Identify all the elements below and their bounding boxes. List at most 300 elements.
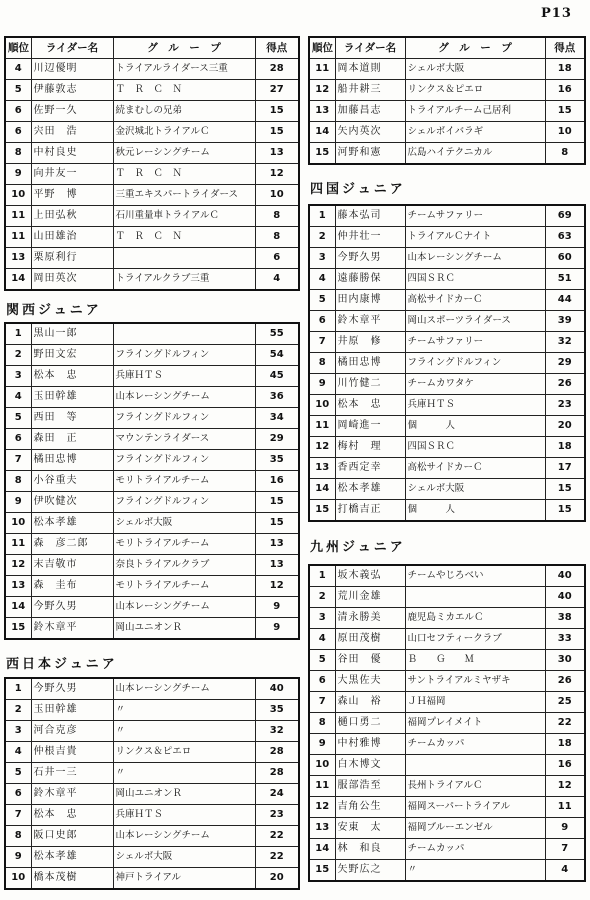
score-cell: 25 (545, 692, 585, 713)
group-cell: 山本レーシングチーム (113, 597, 255, 618)
position-cell: 2 (5, 345, 31, 366)
position-cell: 13 (5, 248, 31, 269)
rider-name-cell: 末吉敬市 (31, 555, 113, 576)
rider-name-cell: 船井耕三 (335, 80, 405, 101)
rider-name-cell: 松本 忠 (335, 395, 405, 416)
score-cell: 20 (255, 868, 299, 890)
position-cell: 5 (5, 763, 31, 784)
table-row (309, 692, 585, 713)
score-cell: 16 (545, 80, 585, 101)
ranking-table-kyushu (308, 564, 586, 882)
score-cell: 6 (255, 248, 299, 269)
group-cell: 高松サイドカーＣ (405, 458, 545, 479)
group-cell (113, 323, 255, 345)
group-cell: 高松サイドカーＣ (405, 290, 545, 311)
rider-name-cell: 石井一三 (31, 763, 113, 784)
header-position: 順位 (5, 37, 31, 59)
group-cell: 福岡スーパートライアル (405, 797, 545, 818)
position-cell: 3 (309, 608, 335, 629)
table-row (309, 205, 585, 227)
position-cell: 4 (5, 742, 31, 763)
table-header-row (309, 37, 585, 59)
score-cell: 51 (545, 269, 585, 290)
group-cell: 〃 (405, 860, 545, 882)
group-cell: 〃 (113, 721, 255, 742)
group-cell: リンクス＆ピエロ (113, 742, 255, 763)
page-number: P13 (541, 6, 572, 21)
group-cell: シェルボ大阪 (405, 479, 545, 500)
group-cell: フライングドルフィン (405, 353, 545, 374)
table-row (5, 618, 299, 640)
table-row (5, 576, 299, 597)
table-row (309, 269, 585, 290)
table-row (5, 323, 299, 345)
score-cell: 4 (255, 269, 299, 291)
rider-name-cell: 松本孝雄 (31, 847, 113, 868)
ranking-table-nishinihon (4, 677, 300, 890)
rider-name-cell: 樋口勇二 (335, 713, 405, 734)
rider-name-cell: 岡田英次 (31, 269, 113, 291)
score-cell: 22 (255, 847, 299, 868)
score-cell: 40 (545, 587, 585, 608)
rider-name-cell: 清永勝美 (335, 608, 405, 629)
table-row (309, 122, 585, 143)
group-cell: 岡山スポーツライダース (405, 311, 545, 332)
rider-name-cell: 森山 裕 (335, 692, 405, 713)
score-cell: 26 (545, 374, 585, 395)
score-cell: 12 (255, 576, 299, 597)
rider-name-cell: 林 和良 (335, 839, 405, 860)
position-cell: 11 (309, 416, 335, 437)
score-cell: 9 (255, 597, 299, 618)
position-cell: 1 (5, 323, 31, 345)
position-cell: 13 (309, 458, 335, 479)
score-cell: 15 (255, 513, 299, 534)
score-cell: 13 (255, 534, 299, 555)
header-position: 順位 (309, 37, 335, 59)
rider-name-cell: 鈴木章平 (31, 618, 113, 640)
rider-name-cell: 玉田幹雄 (31, 700, 113, 721)
table-row (5, 227, 299, 248)
table-row (309, 776, 585, 797)
table-row (5, 269, 299, 291)
position-cell: 5 (309, 290, 335, 311)
table-row (5, 700, 299, 721)
rider-name-cell: 伊吹健次 (31, 492, 113, 513)
table-row (309, 671, 585, 692)
group-cell: 兵庫ＨＴＳ (405, 395, 545, 416)
position-cell: 8 (309, 713, 335, 734)
position-cell: 9 (5, 164, 31, 185)
rider-name-cell: 山田雄治 (31, 227, 113, 248)
rider-name-cell: 川辺優明 (31, 59, 113, 80)
rider-name-cell: 松本孝雄 (335, 479, 405, 500)
position-cell: 15 (309, 860, 335, 882)
position-cell: 10 (5, 868, 31, 890)
group-cell: 神戸トライアル (113, 868, 255, 890)
position-cell: 15 (5, 618, 31, 640)
rider-name-cell: 宍田 浩 (31, 122, 113, 143)
score-cell: 40 (255, 678, 299, 700)
score-cell: 11 (545, 797, 585, 818)
group-cell: Ｔ Ｒ Ｃ Ｎ (113, 227, 255, 248)
table-row (309, 500, 585, 522)
position-cell: 8 (309, 353, 335, 374)
position-cell: 15 (309, 500, 335, 522)
rider-name-cell: 森 圭布 (31, 576, 113, 597)
group-cell: フライングドルフィン (113, 345, 255, 366)
score-cell: 55 (255, 323, 299, 345)
score-cell: 54 (255, 345, 299, 366)
rider-name-cell: 坂木義弘 (335, 565, 405, 587)
group-cell: シェルボ大阪 (113, 847, 255, 868)
table-row (309, 839, 585, 860)
table-row (309, 227, 585, 248)
group-cell: 福岡ブルーエンゼル (405, 818, 545, 839)
group-cell: チームやじろべい (405, 565, 545, 587)
position-cell: 13 (309, 818, 335, 839)
position-cell: 5 (5, 408, 31, 429)
position-cell: 14 (309, 479, 335, 500)
group-cell: 三重エキスパートライダース (113, 185, 255, 206)
rider-name-cell: 橋本茂樹 (31, 868, 113, 890)
ranking-table-continued-b (308, 36, 586, 165)
group-cell: トライアルライダース三重 (113, 59, 255, 80)
rider-name-cell: 川竹健二 (335, 374, 405, 395)
table-row (5, 387, 299, 408)
score-cell: 33 (545, 629, 585, 650)
score-cell: 39 (545, 311, 585, 332)
position-cell: 6 (5, 101, 31, 122)
section-title-nishinihon: 西日本ジュニア (6, 657, 118, 672)
position-cell: 6 (309, 311, 335, 332)
position-cell: 1 (309, 565, 335, 587)
rider-name-cell: 中村良史 (31, 143, 113, 164)
group-cell: Ｔ Ｒ Ｃ Ｎ (113, 164, 255, 185)
score-cell: 20 (545, 416, 585, 437)
rider-name-cell: 谷田 優 (335, 650, 405, 671)
table-row (309, 290, 585, 311)
score-cell: 45 (255, 366, 299, 387)
score-cell: 35 (255, 450, 299, 471)
position-cell: 15 (309, 143, 335, 165)
table-row (5, 164, 299, 185)
table-row (309, 734, 585, 755)
table-row (309, 587, 585, 608)
rider-name-cell: 白木博文 (335, 755, 405, 776)
group-cell: 山本レーシングチーム (405, 248, 545, 269)
position-cell: 9 (5, 492, 31, 513)
table-row (5, 101, 299, 122)
group-cell: 石川重量車トライアルＣ (113, 206, 255, 227)
position-cell: 10 (5, 513, 31, 534)
group-cell: チームカワタケ (405, 374, 545, 395)
position-cell: 12 (5, 555, 31, 576)
table-row (5, 206, 299, 227)
score-cell: 63 (545, 227, 585, 248)
position-cell: 11 (5, 534, 31, 555)
group-cell: モリトライアルチーム (113, 534, 255, 555)
table-row (309, 101, 585, 122)
position-cell: 1 (5, 678, 31, 700)
table-row (309, 650, 585, 671)
score-cell: 9 (545, 818, 585, 839)
score-cell: 13 (255, 143, 299, 164)
group-cell: シェルボイバラギ (405, 122, 545, 143)
score-cell: 16 (255, 471, 299, 492)
table-row (309, 818, 585, 839)
rider-name-cell: 松本 忠 (31, 805, 113, 826)
rider-name-cell: 伊藤敦志 (31, 80, 113, 101)
group-cell: 金沢城北トライアルＣ (113, 122, 255, 143)
group-cell: 岡山ユニオンＲ (113, 618, 255, 640)
rider-name-cell: 藤本弘司 (335, 205, 405, 227)
table-row (309, 395, 585, 416)
position-cell: 8 (5, 826, 31, 847)
group-cell: Ｔ Ｒ Ｃ Ｎ (113, 80, 255, 101)
position-cell: 12 (309, 797, 335, 818)
section-title-kansai: 関西ジュニア (6, 303, 102, 318)
group-cell: サントライアルミヤザキ (405, 671, 545, 692)
table-row (309, 713, 585, 734)
table-row (5, 185, 299, 206)
group-cell: モリトライアルチーム (113, 471, 255, 492)
position-cell: 6 (5, 784, 31, 805)
score-cell: 22 (545, 713, 585, 734)
table-row (5, 805, 299, 826)
rider-name-cell: 野田文宏 (31, 345, 113, 366)
section-title-shikoku: 四国ジュニア (310, 182, 406, 197)
score-cell: 24 (255, 784, 299, 805)
table-row (309, 565, 585, 587)
table-row (5, 555, 299, 576)
ranking-table-kansai (4, 322, 300, 640)
rider-name-cell: 鈴木章平 (31, 784, 113, 805)
table-row (5, 784, 299, 805)
rider-name-cell: 鈴木章平 (335, 311, 405, 332)
header-rider: ライダー名 (31, 37, 113, 59)
rider-name-cell: 荒川金雄 (335, 587, 405, 608)
rider-name-cell: 打橋吉正 (335, 500, 405, 522)
position-cell: 10 (309, 755, 335, 776)
rider-name-cell: 服部浩至 (335, 776, 405, 797)
rider-name-cell: 向井友一 (31, 164, 113, 185)
rider-name-cell: 阪口史郎 (31, 826, 113, 847)
header-group: グ ル ー プ (113, 37, 255, 59)
group-cell: トライアルクラブ三重 (113, 269, 255, 291)
score-cell: 16 (545, 755, 585, 776)
rider-name-cell: 河野和憲 (335, 143, 405, 165)
rider-name-cell: 上田弘秋 (31, 206, 113, 227)
rider-name-cell: 今野久男 (335, 248, 405, 269)
rider-name-cell: 加藤昌志 (335, 101, 405, 122)
score-cell: 18 (545, 59, 585, 80)
group-cell: リンクス＆ピエロ (405, 80, 545, 101)
position-cell: 14 (309, 122, 335, 143)
table-row (309, 59, 585, 80)
rider-name-cell: 井原 修 (335, 332, 405, 353)
score-cell: 17 (545, 458, 585, 479)
table-row (5, 534, 299, 555)
position-cell: 13 (5, 576, 31, 597)
position-cell: 12 (309, 80, 335, 101)
table-row (309, 437, 585, 458)
score-cell: 28 (255, 742, 299, 763)
header-rider: ライダー名 (335, 37, 405, 59)
table-row (309, 416, 585, 437)
rider-name-cell: 遠藤勝保 (335, 269, 405, 290)
score-cell: 28 (255, 763, 299, 784)
group-cell: 山本レーシングチーム (113, 826, 255, 847)
group-cell: チームカッパ (405, 839, 545, 860)
rider-name-cell: 西田 等 (31, 408, 113, 429)
rider-name-cell: 中村雅博 (335, 734, 405, 755)
position-cell: 8 (5, 143, 31, 164)
group-cell: シェルボ大阪 (405, 59, 545, 80)
rider-name-cell: 香西定幸 (335, 458, 405, 479)
position-cell: 4 (5, 59, 31, 80)
rider-name-cell: 大黒佐夫 (335, 671, 405, 692)
group-cell: 〃 (113, 700, 255, 721)
table-row (309, 311, 585, 332)
score-cell: 12 (255, 164, 299, 185)
table-row (5, 366, 299, 387)
score-cell: 15 (545, 101, 585, 122)
position-cell: 2 (5, 700, 31, 721)
table-row (309, 353, 585, 374)
position-cell: 7 (309, 692, 335, 713)
position-cell: 6 (5, 122, 31, 143)
score-cell: 28 (255, 59, 299, 80)
group-cell: 兵庫ＨＴＳ (113, 805, 255, 826)
table-row (5, 868, 299, 890)
position-cell: 4 (5, 387, 31, 408)
group-cell: 長州トライアルＣ (405, 776, 545, 797)
position-cell: 4 (309, 629, 335, 650)
table-row (5, 248, 299, 269)
position-cell: 7 (5, 805, 31, 826)
score-cell: 36 (255, 387, 299, 408)
position-cell: 1 (309, 205, 335, 227)
rider-name-cell: 橘田忠博 (31, 450, 113, 471)
position-cell: 11 (309, 776, 335, 797)
group-cell: 山本レーシングチーム (113, 387, 255, 408)
header-group: グ ル ー プ (405, 37, 545, 59)
position-cell: 14 (5, 597, 31, 618)
ranking-table-continued-a (4, 36, 300, 291)
table-row (309, 143, 585, 165)
table-row (5, 59, 299, 80)
table-row (309, 608, 585, 629)
table-row (5, 678, 299, 700)
rider-name-cell: 安東 太 (335, 818, 405, 839)
score-cell: 69 (545, 205, 585, 227)
score-cell: 32 (255, 721, 299, 742)
table-row (309, 458, 585, 479)
rider-name-cell: 佐野一久 (31, 101, 113, 122)
rider-name-cell: 橘田忠博 (335, 353, 405, 374)
table-row (5, 826, 299, 847)
position-cell: 14 (5, 269, 31, 291)
rider-name-cell: 矢野広之 (335, 860, 405, 882)
position-cell: 2 (309, 587, 335, 608)
position-cell: 3 (5, 721, 31, 742)
group-cell: チームサファリー (405, 332, 545, 353)
rider-name-cell: 今野久男 (31, 597, 113, 618)
rider-name-cell: 平野 博 (31, 185, 113, 206)
position-cell: 10 (309, 395, 335, 416)
score-cell: 32 (545, 332, 585, 353)
score-cell: 15 (545, 479, 585, 500)
table-row (5, 492, 299, 513)
position-cell: 12 (309, 437, 335, 458)
header-score: 得点 (255, 37, 299, 59)
table-row (5, 597, 299, 618)
table-row (309, 479, 585, 500)
table-row (5, 742, 299, 763)
table-row (309, 374, 585, 395)
rider-name-cell: 松本 忠 (31, 366, 113, 387)
section-title-kyushu: 九州ジュニア (310, 540, 406, 555)
position-cell: 3 (5, 366, 31, 387)
position-cell: 11 (5, 206, 31, 227)
position-cell: 2 (309, 227, 335, 248)
table-row (5, 429, 299, 450)
position-cell: 5 (5, 80, 31, 101)
position-cell: 4 (309, 269, 335, 290)
score-cell: 8 (255, 227, 299, 248)
table-row (5, 80, 299, 101)
score-cell: 30 (545, 650, 585, 671)
score-cell: 15 (255, 101, 299, 122)
score-cell: 15 (255, 492, 299, 513)
score-cell: 15 (545, 500, 585, 522)
rider-name-cell: 松本孝雄 (31, 513, 113, 534)
score-cell: 8 (255, 206, 299, 227)
rider-name-cell: 黒山一郎 (31, 323, 113, 345)
group-cell: 兵庫ＨＴＳ (113, 366, 255, 387)
group-cell: チームサファリー (405, 205, 545, 227)
score-cell: 10 (255, 185, 299, 206)
table-row (309, 797, 585, 818)
rider-name-cell: 森田 正 (31, 429, 113, 450)
position-cell: 11 (5, 227, 31, 248)
position-cell: 9 (5, 847, 31, 868)
position-cell: 5 (309, 650, 335, 671)
table-row (309, 755, 585, 776)
group-cell: 個 人 (405, 416, 545, 437)
group-cell: モリトライアルチーム (113, 576, 255, 597)
group-cell: チームカッパ (405, 734, 545, 755)
score-cell: 35 (255, 700, 299, 721)
score-cell: 23 (255, 805, 299, 826)
table-row (309, 860, 585, 882)
group-cell: 秋元レーシングチーム (113, 143, 255, 164)
rider-name-cell: 玉田幹雄 (31, 387, 113, 408)
score-cell: 29 (545, 353, 585, 374)
score-cell: 13 (255, 555, 299, 576)
group-cell: 個 人 (405, 500, 545, 522)
rider-name-cell: 仲井壮一 (335, 227, 405, 248)
rider-name-cell: 岡崎進一 (335, 416, 405, 437)
table-row (309, 332, 585, 353)
table-row (309, 80, 585, 101)
score-cell: 29 (255, 429, 299, 450)
group-cell (405, 755, 545, 776)
rider-name-cell: 河合克彦 (31, 721, 113, 742)
position-cell: 6 (309, 671, 335, 692)
position-cell: 9 (309, 734, 335, 755)
